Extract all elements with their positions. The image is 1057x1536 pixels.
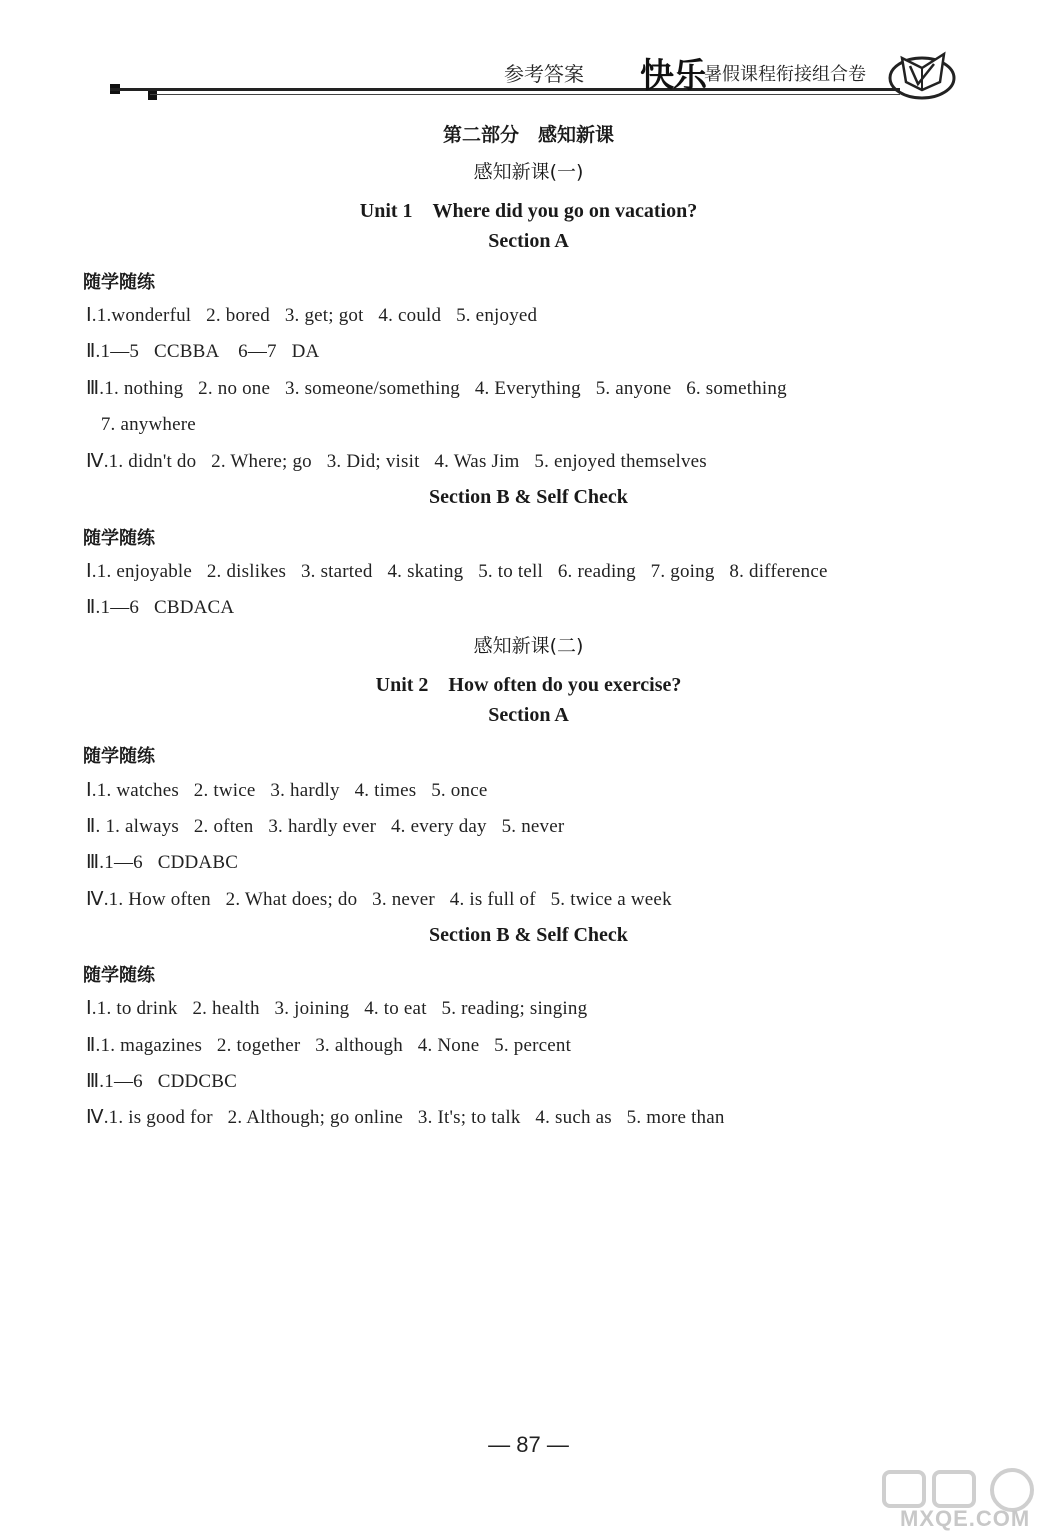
answer-line: Ⅰ.1.wonderful 2. bored 3. get; got 4. could 5. enjoyed [86, 305, 538, 326]
watermark-text: MXQE.COM [900, 1506, 1031, 1531]
header-square-marker [148, 91, 157, 100]
lesson1-unit-title: Unit 1 Where did you go on vacation? [359, 200, 698, 222]
book-logo-icon [888, 46, 958, 102]
lesson2-unit-title: Unit 2 How often do you exercise? [375, 674, 682, 696]
lesson1-section-b-heading: Section B & Self Check [429, 486, 628, 508]
answer-line: Ⅳ.1. is good for 2. Although; go online 3. It's; to talk 4. such as 5. more than [86, 1107, 725, 1128]
answer-line: Ⅳ.1. How often 2. What does; do 3. never 4. is full of 5. twice a week [86, 889, 672, 910]
answer-line: Ⅱ.1. magazines 2. together 3. although 4. None 5. percent [86, 1035, 572, 1056]
header-series-title: 暑假课程衔接组合卷 [704, 64, 866, 85]
page-header [0, 0, 1057, 110]
header-rule-thin [150, 94, 900, 95]
answer-line: 7. anywhere [86, 414, 196, 435]
lesson1-section-b-label: 随学随练 [83, 528, 155, 549]
lesson1-title: 感知新课(一) [473, 161, 584, 183]
lesson2-section-a-label: 随学随练 [83, 746, 155, 767]
lesson1-section-a-label: 随学随练 [83, 272, 155, 293]
header-rule [110, 88, 900, 91]
lesson1-section-a-heading: Section A [488, 230, 569, 252]
answer-line: Ⅲ.1—6 CDDABC [86, 852, 239, 873]
answer-line: Ⅱ.1—6 CBDACA [86, 597, 235, 618]
lesson2-title: 感知新课(二) [473, 635, 584, 657]
header-answer-label: 参考答案 [504, 62, 584, 86]
lesson2-section-b-label: 随学随练 [83, 965, 155, 986]
part-title: 第二部分 感知新课 [442, 124, 614, 146]
header-brand: 快乐 [640, 56, 706, 96]
lesson2-section-a-heading: Section A [488, 704, 569, 726]
answer-line: Ⅱ.1—5 CCBBA 6—7 DA [86, 341, 320, 362]
answer-line: Ⅳ.1. didn't do 2. Where; go 3. Did; visit 4. Was Jim 5. enjoyed themselves [86, 451, 707, 472]
answer-line: Ⅲ.1. nothing 2. no one 3. someone/something 4. Everything 5. anyone 6. something [86, 378, 787, 399]
answer-line: Ⅲ.1—6 CDDCBC [86, 1071, 238, 1092]
lesson2-section-b-heading: Section B & Self Check [429, 924, 628, 946]
answer-line: Ⅰ.1. watches 2. twice 3. hardly 4. times 5. once [86, 780, 488, 801]
answer-line: Ⅰ.1. enjoyable 2. dislikes 3. started 4. skating 5. to tell 6. reading 7. going 8. difference [86, 561, 828, 582]
answer-line: Ⅱ. 1. always 2. often 3. hardly ever 4. every day 5. never [86, 816, 565, 837]
page-number: — 87 — [488, 1432, 569, 1457]
answer-line: Ⅰ.1. to drink 2. health 3. joining 4. to eat 5. reading; singing [86, 998, 588, 1019]
